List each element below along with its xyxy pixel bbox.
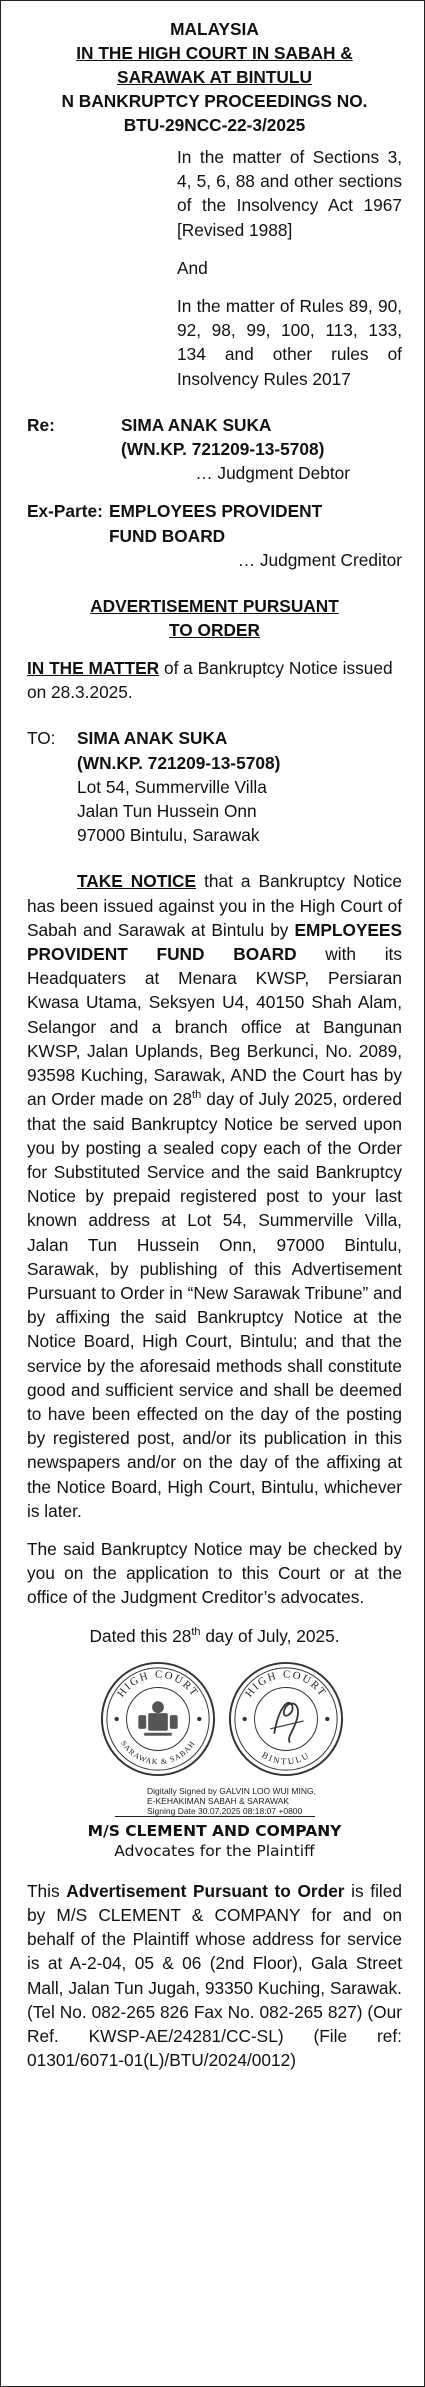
seal-left-top-text: HIGH COURT	[115, 1668, 201, 1700]
in-the-matter-text: of a Bankruptcy Notice issued on 28.3.2025.	[27, 658, 393, 703]
debtor-ic: (WN.KP. 721209-13-5708)	[121, 439, 325, 460]
re-row	[27, 413, 402, 461]
creditor-inline: EMPLOYEES PROVIDENT FUND BOARD	[27, 919, 402, 965]
seal-right-top-text: HIGH COURT	[243, 1668, 329, 1700]
court-seal-emblem-icon	[99, 1660, 217, 1778]
to-ic: (WN.KP. 721209-13-5708)	[77, 752, 281, 773]
svg-text:BINTULU	[260, 1749, 312, 1766]
ad-title-line2: TO ORDER	[169, 620, 260, 641]
digital-signature-block: Digitally Signed by GALVIN LOO WUI MING, E-KEHAKIMAN SABAH & SARAWAK Signing Date 30.07.2025 08:18:07 +0800	[147, 1785, 316, 1816]
in-the-matter-paragraph	[27, 656, 402, 704]
checked-paragraph: The said Bankruptcy Notice may be checked by you on the application to this Court or at the office of the Judgment Creditor’s advocates.	[27, 1538, 402, 1608]
to-address-line2: Jalan Tun Hussein Onn	[77, 801, 257, 822]
signature-divider	[115, 1816, 315, 1817]
header-proceedings-line2: BTU-29NCC-22-3/2025	[123, 115, 306, 135]
matter-sections: In the matter of Sections 3, 4, 5, 6, 88 and other sections of the Insolvency Act 1967 [Revised 1988]	[177, 147, 402, 240]
ex-parte-row	[27, 499, 402, 547]
creditor-name-line2: FUND BOARD	[109, 525, 226, 546]
debtor-name: SIMA ANAK SUKA	[121, 414, 272, 435]
seal-right-bottom-text: BINTULU	[260, 1749, 312, 1767]
firm-name: M/S CLEMENT AND COMPANY	[87, 1821, 342, 1840]
footer-paragraph: This Advertisement Pursuant to Order is filed by M/S CLEMENT & COMPANY for and on behalf of the Plaintiff whose address for service is at A-2-04, 05 & 06 (2nd Floor), Gala Street Mall, Jalan Tun Jugah, 93350 Kuching, Sarawak. (Tel No. 082-265 826 Fax No. 082-265 827) (Our Ref. KWSP-AE/24281/CC-SL) (File ref: 01301/6071-01(L)/BTU/2024/0012)	[27, 1880, 402, 2071]
header-proceedings-line1: N BANKRUPTCY PROCEEDINGS NO.	[61, 91, 368, 111]
take-notice-paragraph: TAKE NOTICE that a Bankruptcy Notice has been issued against you in the High Court of Sabah and Sarawak at Bintulu by EMPLOYEES PROVIDENT FUND BOARD with its Headquaters at Menara KWSP, Persiaran Kwasa Utama, Seksyen U4, 40150 Shah Alam, Selangor and a branch office at Bangunan KWSP, Jalan Uplands, Beg Berkunci, No. 2089, 93598 Kuching, Sarawak, AND the Court has by an Order made on 28th day of July 2025, ordered that the said Bankruptcy Notice be served upon you by posting a sealed copy each of the Order for Substituted Service and the said Bankruptcy Notice by prepaid registered post to your last known address at Lot 54, Summerville Villa, Jalan Tun Hussein Onn, 97000 Bintulu, Sarawak, by publishing of this Advertisement Pursuant to Order in “New Sarawak Tribune” and by affixing the said Bankruptcy Notice at the Notice Board, High Court, Bintulu; and that the service by the aforesaid methods shall constitute good and sufficient service and shall be deemed to have been effected on the day of the posting by registered post, and/or its publication in this newspapers and/or on the day of the affixing at the Notice Board, High Court, Bintulu, whichever is later.	[27, 871, 402, 1521]
and-word: And	[177, 257, 208, 278]
header-court-line1: IN THE HIGH COURT IN SABAH &	[76, 43, 353, 63]
ex-parte-label: Ex-Parte:	[27, 501, 103, 522]
footer-bold: Advertisement Pursuant to Order	[66, 1880, 345, 1901]
firm-role: Advocates for the Plaintiff	[114, 1841, 315, 1860]
take-notice-lead: TAKE NOTICE	[77, 871, 197, 892]
creditor-name-line1: EMPLOYEES PROVIDENT	[109, 501, 323, 522]
header-court-line2: SARAWAK AT BINTULU	[117, 67, 312, 87]
to-address-line1: Lot 54, Summerville Villa	[77, 776, 267, 797]
ad-title-line1: ADVERTISEMENT PURSUANT	[90, 596, 339, 617]
to-label: TO:	[27, 728, 56, 749]
bintulu-court-seal	[227, 1660, 345, 1778]
high-court-seal	[99, 1660, 217, 1778]
svg-text:HIGH COURT	[243, 1668, 329, 1699]
seal-area	[27, 1654, 402, 1814]
creditor-role: … Judgment Creditor	[237, 549, 402, 570]
signature-seal-icon	[227, 1660, 345, 1778]
in-the-matter-lead: IN THE MATTER	[27, 658, 160, 679]
to-address-line3: 97000 Bintulu, Sarawak	[77, 825, 260, 846]
re-label: Re:	[27, 414, 55, 435]
to-name: SIMA ANAK SUKA	[77, 728, 228, 749]
seal-left-bottom-text: SARAWAK & SABAH	[118, 1738, 198, 1767]
header-country: MALAYSIA	[170, 19, 259, 39]
matter-rules: In the matter of Rules 89, 90, 92, 98, 99, 100, 113, 133, 134 and other rules of Insolvency Rules 2017	[177, 296, 402, 389]
debtor-role: … Judgment Debtor	[195, 463, 350, 484]
to-block	[27, 726, 402, 847]
svg-text:HIGH COURT	[115, 1668, 201, 1699]
dated-line: Dated this 28th day of July, 2025.	[89, 1625, 340, 1646]
